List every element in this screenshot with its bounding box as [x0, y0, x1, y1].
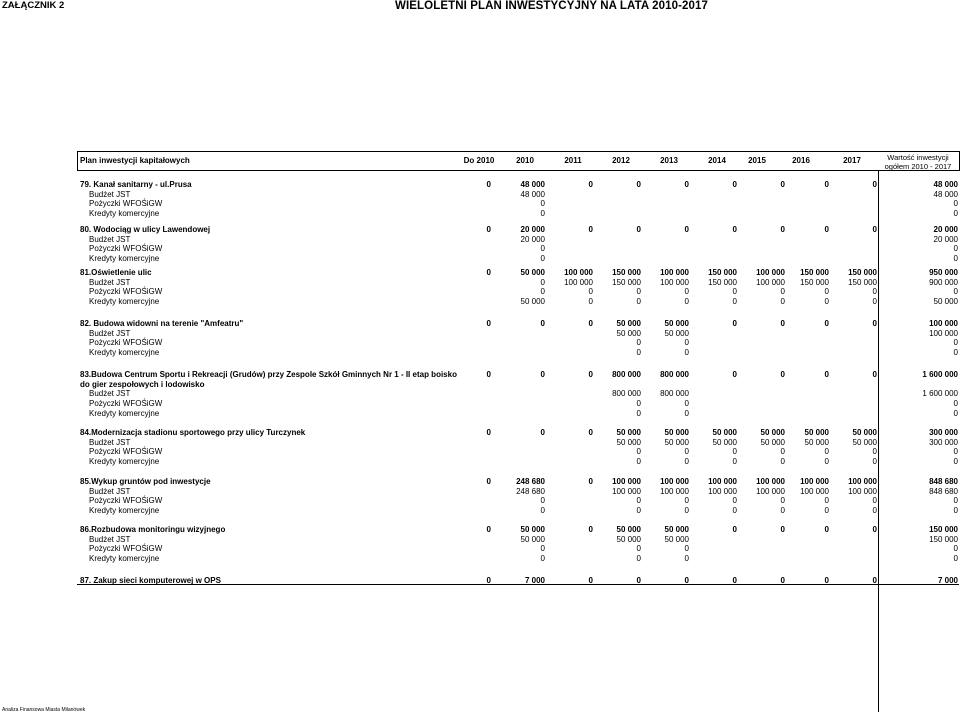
- funding-year-value: 0: [684, 338, 689, 348]
- section-title: 81.Oświetlenie ulic: [80, 268, 152, 277]
- funding-year-value: 0: [684, 399, 689, 409]
- funding-source-row: [0, 409, 960, 419]
- funding-year-value: 0: [780, 496, 785, 506]
- funding-total-value: 0: [953, 244, 958, 254]
- funding-total-value: 0: [953, 554, 958, 564]
- total-column-header: Wartość inwestycji ogółem 2010 - 2017: [884, 153, 952, 171]
- section-total-row: [0, 428, 960, 438]
- funding-year-value: 150 000: [848, 277, 877, 287]
- section-year-value: 0: [824, 319, 829, 328]
- funding-year-value: 100 000: [756, 277, 785, 287]
- funding-total-value: 848 680: [929, 486, 958, 496]
- section-year-value: 0: [780, 370, 785, 379]
- funding-source-row: [0, 447, 960, 457]
- funding-year-value: 0: [540, 554, 545, 564]
- section-total-row: [0, 319, 960, 329]
- funding-total-value: 0: [953, 287, 958, 297]
- funding-year-value: 100 000: [564, 277, 593, 287]
- funding-year-value: 0: [636, 399, 641, 409]
- section-year-value: 0: [684, 576, 689, 585]
- section-title: 86.Rozbudowa monitoringu wizyjnego: [80, 525, 226, 534]
- funding-year-value: 0: [684, 496, 689, 506]
- funding-year-value: 100 000: [612, 486, 641, 496]
- funding-source-row: [0, 496, 960, 506]
- section-total-row: [0, 180, 960, 190]
- section-year-value: 0: [486, 370, 491, 379]
- funding-year-value: 0: [732, 447, 737, 457]
- funding-source-row: [0, 554, 960, 564]
- funding-source-label: Budżet JST: [89, 234, 131, 244]
- funding-year-value: 0: [636, 506, 641, 516]
- funding-source-label: Pożyczki WFOŚiGW: [89, 244, 163, 254]
- funding-source-label: Budżet JST: [89, 437, 131, 447]
- funding-total-value: 0: [953, 399, 958, 409]
- funding-total-value: 150 000: [929, 534, 958, 544]
- section-title: 82. Budowa widowni na terenie "Amfeatru": [80, 319, 244, 328]
- funding-year-value: 0: [540, 244, 545, 254]
- funding-total-value: 50 000: [933, 297, 958, 307]
- funding-year-value: 0: [684, 408, 689, 418]
- section-year-value: 0: [636, 180, 641, 189]
- funding-source-row: [0, 506, 960, 516]
- funding-year-value: 0: [732, 287, 737, 297]
- section-year-value: 0: [486, 428, 491, 437]
- funding-year-value: 0: [824, 506, 829, 516]
- funding-source-row: [0, 457, 960, 467]
- section-year-value: 100 000: [756, 477, 785, 486]
- section-year-value: 50 000: [616, 319, 641, 328]
- funding-year-value: 50 000: [852, 437, 877, 447]
- funding-year-value: 0: [824, 297, 829, 307]
- section-total-row: [0, 370, 960, 389]
- funding-year-value: 100 000: [848, 486, 877, 496]
- funding-year-value: 0: [732, 496, 737, 506]
- section-title: 80. Wodociąg w ulicy Lawendowej: [80, 225, 211, 234]
- header-bottom-border: [77, 170, 959, 171]
- funding-year-value: 100 000: [756, 486, 785, 496]
- total-column-divider-lower: [878, 592, 879, 712]
- funding-year-value: 150 000: [800, 277, 829, 287]
- funding-year-value: 0: [732, 457, 737, 467]
- section-year-value: 0: [732, 180, 737, 189]
- funding-total-value: 48 000: [933, 189, 958, 199]
- section-year-value: 100 000: [848, 477, 877, 486]
- funding-year-value: 0: [684, 447, 689, 457]
- funding-source-row: [0, 287, 960, 297]
- funding-source-label: Budżet JST: [89, 534, 131, 544]
- section-year-value: 50 000: [804, 428, 829, 437]
- section-year-value: 0: [540, 428, 545, 437]
- funding-source-label: Pożyczki WFOŚiGW: [89, 544, 163, 554]
- funding-source-label: Kredyty komercyjne: [89, 457, 160, 467]
- funding-source-row: [0, 438, 960, 448]
- funding-total-value: 0: [953, 254, 958, 264]
- funding-source-row: [0, 389, 960, 399]
- funding-year-value: 50 000: [804, 437, 829, 447]
- funding-year-value: 0: [732, 506, 737, 516]
- section-year-value: 0: [540, 319, 545, 328]
- section-year-value: 0: [486, 180, 491, 189]
- funding-source-label: Kredyty komercyjne: [89, 554, 160, 564]
- funding-year-value: 0: [684, 554, 689, 564]
- section-year-value: 0: [732, 370, 737, 379]
- section-year-value: 50 000: [760, 428, 785, 437]
- funding-year-value: 0: [540, 209, 545, 219]
- funding-year-value: 0: [824, 457, 829, 467]
- section-year-value: 150 000: [612, 268, 641, 277]
- section-title: 79. Kanał sanitarny - ul.Prusa: [80, 180, 192, 189]
- funding-year-value: 0: [636, 457, 641, 467]
- funding-year-value: 0: [732, 297, 737, 307]
- section-year-value: 248 680: [516, 477, 545, 486]
- section-year-value: 0: [636, 225, 641, 234]
- section-year-value: 48 000: [520, 180, 545, 189]
- section-year-value: 0: [780, 525, 785, 534]
- section-year-value: 0: [872, 370, 877, 379]
- funding-year-value: 0: [540, 506, 545, 516]
- funding-year-value: 0: [636, 554, 641, 564]
- funding-source-label: Kredyty komercyjne: [89, 348, 160, 358]
- section-year-value: 0: [872, 525, 877, 534]
- funding-source-label: Budżet JST: [89, 328, 131, 338]
- funding-year-value: 50 000: [760, 437, 785, 447]
- col-header: Do 2010: [463, 156, 495, 165]
- funding-year-value: 50 000: [616, 328, 641, 338]
- section-total-value: 150 000: [929, 525, 958, 534]
- funding-year-value: 100 000: [800, 486, 829, 496]
- section-total-value: 848 680: [929, 477, 958, 486]
- funding-year-value: 0: [872, 457, 877, 467]
- section-year-value: 50 000: [664, 428, 689, 437]
- funding-year-value: 50 000: [520, 534, 545, 544]
- funding-source-label: Kredyty komercyjne: [89, 297, 160, 307]
- funding-year-value: 50 000: [664, 328, 689, 338]
- section-year-value: 0: [872, 225, 877, 234]
- funding-year-value: 800 000: [660, 389, 689, 399]
- funding-year-value: 0: [636, 338, 641, 348]
- funding-total-value: 20 000: [933, 234, 958, 244]
- section-year-value: 50 000: [616, 525, 641, 534]
- funding-total-value: 100 000: [929, 328, 958, 338]
- funding-year-value: 0: [540, 544, 545, 554]
- funding-year-value: 0: [636, 287, 641, 297]
- section-year-value: 0: [684, 225, 689, 234]
- funding-year-value: 0: [588, 297, 593, 307]
- section-year-value: 0: [486, 225, 491, 234]
- plan-header-label: Plan inwestycji kapitałowych: [80, 156, 190, 165]
- section-year-value: 0: [684, 180, 689, 189]
- col-header: 2016: [792, 156, 810, 165]
- funding-year-value: 0: [780, 457, 785, 467]
- funding-source-row: [0, 297, 960, 307]
- funding-total-value: 0: [953, 457, 958, 467]
- col-header: 2015: [748, 156, 766, 165]
- table-top-border: [77, 151, 959, 152]
- funding-year-value: 0: [824, 287, 829, 297]
- funding-source-row: [0, 190, 960, 200]
- section-title: 84.Modernizacja stadionu sportowego przy ulicy Turczynek: [80, 428, 306, 437]
- section-year-value: 50 000: [712, 428, 737, 437]
- funding-year-value: 100 000: [708, 486, 737, 496]
- section-total-row: [0, 268, 960, 278]
- section-year-value: 0: [732, 319, 737, 328]
- funding-year-value: 50 000: [664, 437, 689, 447]
- section-year-value: 0: [872, 319, 877, 328]
- funding-source-row: [0, 278, 960, 288]
- funding-source-row: [0, 399, 960, 409]
- funding-total-value: 1 600 000: [922, 389, 958, 399]
- section-title: 83.Budowa Centrum Sportu i Rekreacji (Grudów) przy Zespole Szkół Gminnych Nr 1 - II etap boisko do gier zespołowych i lodowisko: [80, 370, 457, 389]
- funding-year-value: 0: [540, 287, 545, 297]
- section-year-value: 0: [824, 180, 829, 189]
- section-year-value: 0: [486, 576, 491, 585]
- funding-year-value: 248 680: [516, 486, 545, 496]
- funding-year-value: 0: [684, 348, 689, 358]
- header-left-border: [77, 151, 78, 171]
- funding-source-label: Kredyty komercyjne: [89, 209, 160, 219]
- section-year-value: 50 000: [520, 525, 545, 534]
- funding-year-value: 150 000: [708, 277, 737, 287]
- section-year-value: 800 000: [612, 370, 641, 379]
- section-total-value: 950 000: [929, 268, 958, 277]
- funding-year-value: 0: [540, 496, 545, 506]
- funding-source-label: Pożyczki WFOŚiGW: [89, 287, 163, 297]
- funding-year-value: 0: [636, 348, 641, 358]
- col-header: 2014: [708, 156, 726, 165]
- section-total-value: 100 000: [929, 319, 958, 328]
- funding-total-value: 0: [953, 348, 958, 358]
- section-total-row: [0, 225, 960, 235]
- funding-year-value: 100 000: [660, 486, 689, 496]
- col-header: 2010: [516, 156, 534, 165]
- funding-total-value: 0: [953, 408, 958, 418]
- section-year-value: 7 000: [524, 576, 545, 585]
- funding-year-value: 48 000: [520, 189, 545, 199]
- funding-year-value: 50 000: [664, 534, 689, 544]
- section-year-value: 100 000: [564, 268, 593, 277]
- funding-year-value: 150 000: [612, 277, 641, 287]
- section-year-value: 100 000: [800, 477, 829, 486]
- section-year-value: 100 000: [660, 477, 689, 486]
- section-year-value: 50 000: [852, 428, 877, 437]
- section-total-row: [0, 525, 960, 535]
- funding-source-row: [0, 329, 960, 339]
- funding-source-label: Pożyczki WFOŚiGW: [89, 496, 163, 506]
- funding-total-value: 0: [953, 496, 958, 506]
- section-total-row: [0, 477, 960, 487]
- section-year-value: 800 000: [660, 370, 689, 379]
- funding-source-row: [0, 348, 960, 358]
- funding-year-value: 0: [636, 297, 641, 307]
- section-year-value: 0: [588, 319, 593, 328]
- section-year-value: 100 000: [708, 477, 737, 486]
- funding-year-value: 50 000: [616, 534, 641, 544]
- funding-source-label: Budżet JST: [89, 189, 131, 199]
- section-year-value: 50 000: [664, 319, 689, 328]
- funding-year-value: 0: [684, 457, 689, 467]
- funding-total-value: 0: [953, 506, 958, 516]
- funding-year-value: 100 000: [660, 277, 689, 287]
- funding-year-value: 50 000: [712, 437, 737, 447]
- section-title: 87. Zakup sieci komputerowej w OPS: [80, 576, 221, 585]
- funding-total-value: 900 000: [929, 277, 958, 287]
- section-year-value: 0: [588, 428, 593, 437]
- funding-source-label: Pożyczki WFOŚiGW: [89, 447, 163, 457]
- section-year-value: 20 000: [520, 225, 545, 234]
- section-year-value: 150 000: [848, 268, 877, 277]
- section-year-value: 0: [824, 225, 829, 234]
- section-year-value: 0: [780, 576, 785, 585]
- section-total-value: 300 000: [929, 428, 958, 437]
- section-year-value: 0: [872, 576, 877, 585]
- attachment-label: ZAŁĄCZNIK 2: [2, 0, 65, 11]
- funding-year-value: 0: [780, 297, 785, 307]
- funding-year-value: 0: [872, 506, 877, 516]
- funding-year-value: 50 000: [616, 437, 641, 447]
- section-year-value: 0: [824, 525, 829, 534]
- section-year-value: 0: [636, 576, 641, 585]
- section-year-value: 0: [486, 525, 491, 534]
- funding-source-label: Kredyty komercyjne: [89, 254, 160, 264]
- funding-total-value: 0: [953, 447, 958, 457]
- funding-year-value: 0: [872, 297, 877, 307]
- funding-year-value: 0: [588, 287, 593, 297]
- funding-year-value: 0: [636, 496, 641, 506]
- funding-year-value: 0: [636, 447, 641, 457]
- section-year-value: 150 000: [800, 268, 829, 277]
- section-total-row: [0, 576, 960, 586]
- funding-total-value: 0: [953, 544, 958, 554]
- section-year-value: 100 000: [756, 268, 785, 277]
- funding-source-label: Pożyczki WFOŚiGW: [89, 199, 163, 209]
- section-year-value: 0: [588, 477, 593, 486]
- funding-year-value: 0: [684, 544, 689, 554]
- col-header: 2017: [843, 156, 861, 165]
- funding-source-row: [0, 235, 960, 245]
- funding-source-row: [0, 209, 960, 219]
- funding-source-row: [0, 199, 960, 209]
- funding-year-value: 0: [872, 496, 877, 506]
- funding-year-value: 0: [872, 447, 877, 457]
- section-year-value: 0: [732, 225, 737, 234]
- funding-year-value: 0: [540, 199, 545, 209]
- funding-year-value: 0: [824, 447, 829, 457]
- document-title: WIELOLETNI PLAN INWESTYCYJNY NA LATA 2010-2017: [395, 0, 709, 12]
- funding-year-value: 0: [540, 254, 545, 264]
- funding-source-label: Budżet JST: [89, 277, 131, 287]
- funding-year-value: 0: [684, 506, 689, 516]
- funding-year-value: 0: [636, 408, 641, 418]
- funding-year-value: 0: [684, 297, 689, 307]
- section-year-value: 50 000: [520, 268, 545, 277]
- funding-year-value: 0: [780, 506, 785, 516]
- section-year-value: 50 000: [664, 525, 689, 534]
- funding-year-value: 20 000: [520, 234, 545, 244]
- section-year-value: 0: [780, 180, 785, 189]
- section-year-value: 0: [872, 180, 877, 189]
- col-header: 2012: [612, 156, 630, 165]
- funding-year-value: 0: [636, 544, 641, 554]
- section-year-value: 0: [588, 576, 593, 585]
- funding-year-value: 0: [824, 496, 829, 506]
- section-year-value: 0: [824, 370, 829, 379]
- section-title: 85.Wykup gruntów pod inwestycje: [80, 477, 211, 486]
- funding-source-label: Kredyty komercyjne: [89, 506, 160, 516]
- section-year-value: 0: [486, 268, 491, 277]
- funding-year-value: 800 000: [612, 389, 641, 399]
- col-header: 2011: [564, 156, 582, 165]
- funding-source-row: [0, 254, 960, 264]
- funding-total-value: 0: [953, 209, 958, 219]
- section-year-value: 0: [780, 225, 785, 234]
- section-total-value: 48 000: [933, 180, 958, 189]
- funding-source-label: Pożyczki WFOŚiGW: [89, 399, 163, 409]
- section-year-value: 0: [824, 576, 829, 585]
- funding-source-label: Budżet JST: [89, 486, 131, 496]
- footer-note: Analiza Finansowa Miasta Milanówek: [2, 707, 86, 713]
- section-year-value: 0: [588, 225, 593, 234]
- funding-total-value: 0: [953, 199, 958, 209]
- funding-source-label: Budżet JST: [89, 389, 131, 399]
- funding-source-label: Kredyty komercyjne: [89, 408, 160, 418]
- section-year-value: 0: [588, 180, 593, 189]
- section-year-value: 0: [780, 319, 785, 328]
- section-total-value: 20 000: [933, 225, 958, 234]
- funding-source-row: [0, 544, 960, 554]
- funding-year-value: 0: [684, 287, 689, 297]
- section-year-value: 0: [732, 576, 737, 585]
- funding-source-row: [0, 338, 960, 348]
- funding-source-row: [0, 487, 960, 497]
- funding-year-value: 0: [872, 287, 877, 297]
- section-total-value: 7 000: [937, 576, 958, 585]
- funding-year-value: 0: [540, 277, 545, 287]
- section-year-value: 0: [588, 370, 593, 379]
- section-year-value: 0: [486, 477, 491, 486]
- section-year-value: 0: [486, 319, 491, 328]
- funding-source-row: [0, 535, 960, 545]
- section-year-value: 150 000: [708, 268, 737, 277]
- funding-year-value: 0: [780, 287, 785, 297]
- funding-total-value: 0: [953, 338, 958, 348]
- funding-year-value: 0: [780, 447, 785, 457]
- section-year-value: 0: [540, 370, 545, 379]
- section-year-value: 100 000: [612, 477, 641, 486]
- section-year-value: 0: [732, 525, 737, 534]
- section-total-value: 1 600 000: [922, 370, 958, 379]
- col-header: 2013: [660, 156, 678, 165]
- funding-source-row: [0, 244, 960, 254]
- section-year-value: 50 000: [616, 428, 641, 437]
- funding-year-value: 50 000: [520, 297, 545, 307]
- section-year-value: 0: [588, 525, 593, 534]
- funding-total-value: 300 000: [929, 437, 958, 447]
- section-year-value: 100 000: [660, 268, 689, 277]
- funding-source-label: Pożyczki WFOŚiGW: [89, 338, 163, 348]
